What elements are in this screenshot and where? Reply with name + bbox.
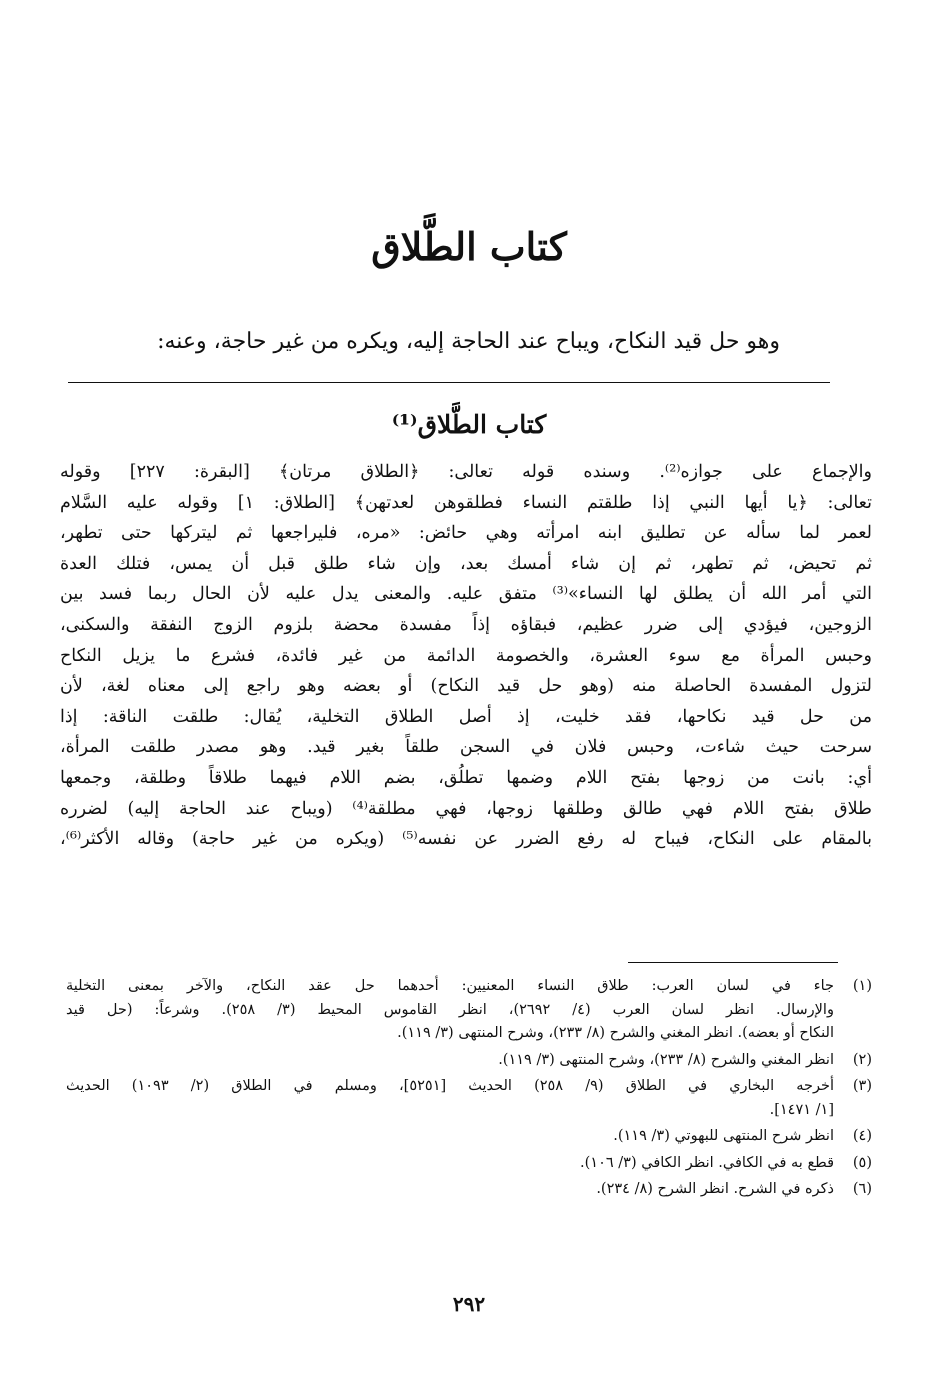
footnote-number: (٦) (852, 1181, 872, 1197)
text-line: سرحت حيث شاءت، وحبس فلان في السجن طلقاً بغير قيد. وهو مصدر طلقت المرأة، (60, 737, 872, 758)
footnote-text (66, 975, 834, 1046)
footnote-line: أخرجه البخاري في الطلاق (٩/ ٢٥٨) الحديث [٥٢٥١]، ومسلم في الطلاق (٢/ ١٠٩٣) الحديث (66, 1078, 834, 1094)
footnote-text (66, 1075, 834, 1122)
commentary-title: كتاب الطَّلاق⁽¹⁾ (391, 410, 547, 439)
text-line: بالمقام على النكاح، فيباح له رفع الضرر عن نفسه⁽⁵⁾ (ويكره من غير حاجة) وقاله الأكثر⁽⁶⁾، (60, 829, 872, 850)
text-line: لتزول المفسدة الحاصلة منه (وهو حل قيد النكاح) أو بعضه وهو راجع إلى معناه لغة، لأن (60, 676, 872, 697)
footnote-line: ذكره في الشرح. انظر الشرح (٨/ ٢٣٤). (596, 1181, 834, 1197)
footnote-text (66, 1152, 834, 1176)
footnote-line: انظر المغني والشرح (٨/ ٢٣٣)، وشرح المنتهى (٣/ ١١٩). (498, 1051, 834, 1068)
footnote-text (66, 1049, 834, 1073)
footnote-line: جاء في لسان العرب: طلاق النساء المعنيين: أحدهما حل عقد النكاح، والآخر بمعنى التخلية (66, 978, 834, 994)
footnote-number: (١) (852, 978, 872, 994)
text-line: الزوجين، فيؤدي إلى ضرر عظيم، فبقاؤه إذاً مفسدة محضة بلزوم الزوج النفقة والسكنى، (60, 614, 872, 635)
commentary-text (60, 457, 872, 855)
footnote-number: (٢) (852, 1051, 872, 1068)
footnote-6 (66, 1178, 872, 1202)
footnote-text (66, 1125, 834, 1149)
text-line: لعمر لما سأله عن تطليق ابنه امرأته وهي حائض: «مره، فليراجعها ثم ليتركها حتى تطهر، (60, 523, 872, 544)
footnote-number: (٣) (852, 1078, 872, 1094)
text-line: أي: بانت من زوجها بفتح اللام وضمها تطلُق، بضم اللام فيهما طلاقاً وطلقة، وجمعها (60, 767, 872, 788)
footnote-divider (628, 962, 838, 963)
text-line: طلاق بفتح اللام فهي طالق وطلقها زوجها، فهي مطلقة⁽⁴⁾ (ويباح عند الحاجة إليه) لضرره (60, 798, 872, 819)
text-line: وحبس المرأة مع سوء العشرة، والخصومة الدائمة من غير فائدة، فشرع ما يزيل النكاح (60, 645, 872, 666)
text-line: والإجماع على جوازه⁽²⁾. وسنده قوله تعالى: ﴿الطلاق مرتان﴾ [البقرة: ٢٢٧] وقوله (60, 462, 873, 482)
text-line: من حل قيد نكاحها، فقد خليت، إذ أصل الطلاق التخلية، يُقال: طلقت الناقة: إذا (60, 706, 872, 727)
footnote-2 (66, 1049, 872, 1073)
footnote-4 (66, 1125, 872, 1149)
footnote-1 (66, 975, 872, 1046)
footnote-line: والإرسال. انظر لسان العرب (٤/ ٢٦٩٢)، انظر القاموس المحيط (٣/ ٢٥٨). وشرعاً: (حل قيد (66, 1001, 834, 1018)
footnote-5 (66, 1152, 872, 1176)
footnote-line: انظر شرح المنتهى للبهوتي (٣/ ١١٩). (613, 1128, 834, 1144)
footnote-line: [١/ ١٤٧١]. (769, 1101, 834, 1118)
footnote-number: (٥) (852, 1154, 872, 1171)
matn-divider (68, 382, 830, 383)
matn-intro: وهو حل قيد النكاح، ويباح عند الحاجة إليه، ويكره من غير حاجة، وعنه: (157, 329, 780, 354)
footnote-text (66, 1178, 834, 1202)
footnote-number: (٤) (852, 1128, 872, 1144)
chapter-title: كتاب الطَّلاق (371, 224, 567, 269)
text-line: ثم تحيض، ثم تطهر، ثم إن شاء أمسك بعد، وإن شاء طلق قبل أن يمس، فتلك العدة (60, 553, 872, 574)
text-line: تعالى: ﴿يا أيها النبي إذا طلقتم النساء فطلقوهن لعدتهن﴾ [الطلاق: ١] وقوله عليه السَّلام (60, 492, 872, 513)
page-number: ٢٩٢ (452, 1292, 486, 1316)
footnotes (66, 975, 872, 1205)
footnote-line: النكاح أو بعضه). انظر المغني والشرح (٨/ ٢٣٣)، وشرح المنتهى (٣/ ١١٩). (397, 1025, 834, 1041)
footnote-line: قطع به في الكافي. انظر الكافي (٣/ ١٠٦). (580, 1154, 834, 1171)
text-line: التي أمر الله أن يطلق لها النساء»⁽³⁾ متفق عليه. والمعنى يدل عليه لأن الحال ربما فسد بين (60, 584, 872, 605)
footnote-3 (66, 1075, 872, 1122)
